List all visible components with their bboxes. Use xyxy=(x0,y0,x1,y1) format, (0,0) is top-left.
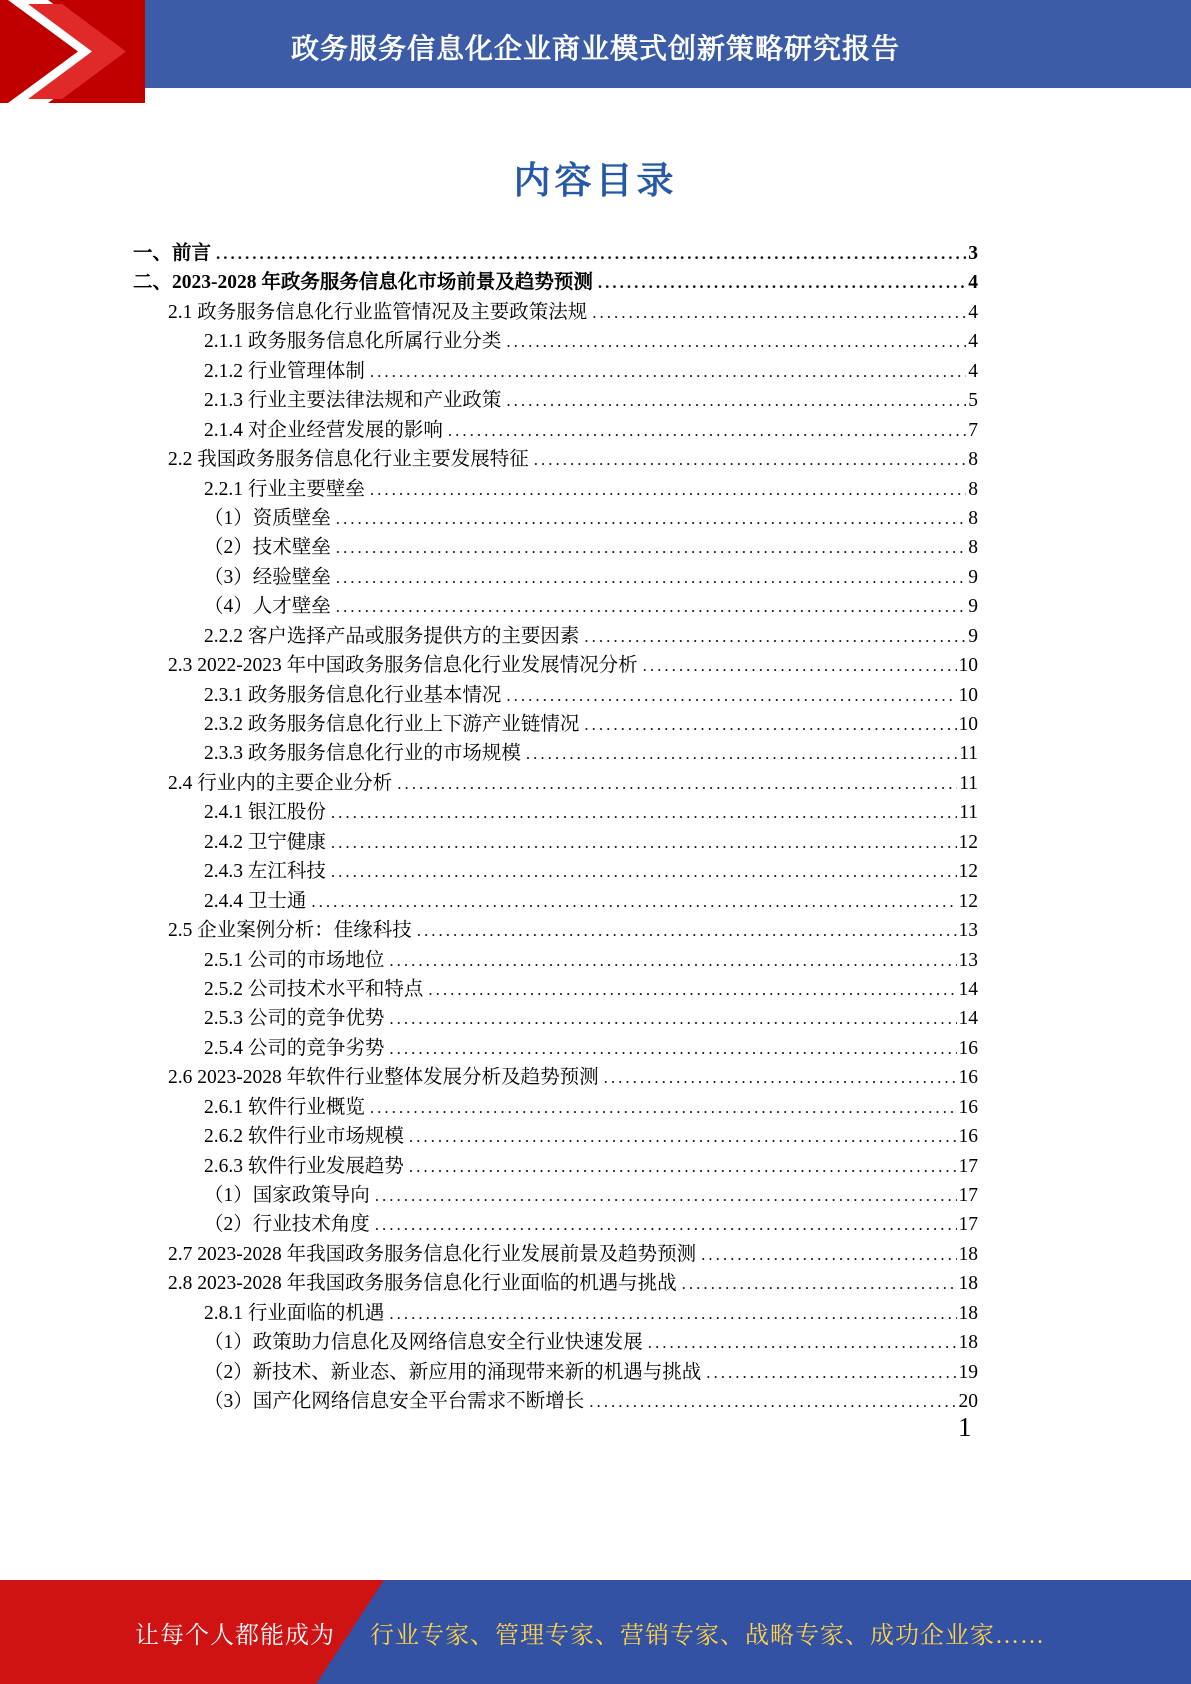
toc-leader-dots xyxy=(682,1269,957,1298)
toc-leader-dots xyxy=(311,887,956,916)
toc-leader-dots xyxy=(216,239,966,268)
toc-entry-page: 5 xyxy=(968,390,978,412)
toc-entry xyxy=(133,1299,978,1328)
toc-entry-page: 8 xyxy=(968,449,978,471)
footer-slogan-right: 行业专家、管理专家、营销专家、战略专家、成功企业家…… xyxy=(370,1623,1045,1649)
toc-leader-dots xyxy=(370,475,966,504)
toc-entry-page: 18 xyxy=(958,1332,978,1354)
toc-entry-page: 9 xyxy=(968,566,978,588)
toc-entry xyxy=(133,622,978,651)
toc-leader-dots xyxy=(331,798,957,827)
toc-entry xyxy=(133,327,978,356)
toc-leader-dots xyxy=(643,651,957,680)
toc-entry-page: 4 xyxy=(968,301,978,323)
toc-entry xyxy=(133,386,978,415)
toc-leader-dots xyxy=(701,1240,956,1269)
toc-entry xyxy=(133,798,978,827)
toc-entry xyxy=(133,887,978,916)
toc-leader-dots xyxy=(370,357,966,386)
toc-entry-label: 2.1 政务服务信息化行业监管情况及主要政策法规 xyxy=(168,301,588,323)
toc-entry-label: 2.1.2 行业管理体制 xyxy=(204,360,365,382)
toc-leader-dots xyxy=(375,1181,957,1210)
page-footer xyxy=(0,1580,1191,1684)
toc-entry xyxy=(133,710,978,739)
toc-entry-page: 14 xyxy=(958,1008,978,1030)
toc-leader-dots xyxy=(584,622,966,651)
toc-entry-page: 8 xyxy=(968,537,978,559)
toc-entry xyxy=(133,1063,978,1092)
toc-entry-page: 8 xyxy=(968,478,978,500)
toc-entry-label: 2.3.1 政务服务信息化行业基本情况 xyxy=(204,684,502,706)
toc-entry-label: 2.5.1 公司的市场地位 xyxy=(204,949,385,971)
toc-entry-label: 2.5 企业案例分析：佳缘科技 xyxy=(168,920,412,942)
toc-entry-label: 2.7 2023-2028 年我国政务服务信息化行业发展前景及趋势预测 xyxy=(168,1243,697,1265)
toc-entry-page: 10 xyxy=(958,684,978,706)
toc-entry-label: （2）新技术、新业态、新应用的涌现带来新的机遇与挑战 xyxy=(204,1361,702,1383)
toc-entry-page: 4 xyxy=(968,272,978,294)
toc-entry-label: 2.4.3 左江科技 xyxy=(204,861,326,883)
toc-entry xyxy=(133,1152,978,1181)
toc-entry xyxy=(133,1004,978,1033)
toc-entry-label: 2.8 2023-2028 年我国政务服务信息化行业面临的机遇与挑战 xyxy=(168,1273,677,1295)
toc-entry-page: 16 xyxy=(958,1126,978,1148)
toc-entry xyxy=(133,1181,978,1210)
toc-entry-label: 2.1.1 政务服务信息化所属行业分类 xyxy=(204,331,502,353)
toc-entry-label: （4）人才壁垒 xyxy=(204,596,331,618)
toc-leader-dots xyxy=(409,1122,957,1151)
toc-entry xyxy=(133,1358,978,1387)
toc-leader-dots xyxy=(526,739,957,768)
toc-leader-dots xyxy=(604,1063,957,1092)
toc-entry-page: 18 xyxy=(958,1273,978,1295)
toc-leader-dots xyxy=(448,416,966,445)
toc-entry xyxy=(133,563,978,592)
toc-leader-dots xyxy=(417,916,957,945)
toc-entry-label: 2.6 2023-2028 年软件行业整体发展分析及趋势预测 xyxy=(168,1067,599,1089)
toc-entry xyxy=(133,916,978,945)
toc-entry xyxy=(133,681,978,710)
toc-leader-dots xyxy=(584,710,956,739)
toc-leader-dots xyxy=(336,533,966,562)
toc-leader-dots xyxy=(389,1034,956,1063)
toc-leader-dots xyxy=(506,327,966,356)
toc-entry-page: 16 xyxy=(958,1037,978,1059)
toc-entry-page: 4 xyxy=(968,360,978,382)
toc-entry xyxy=(133,298,978,327)
toc-entry xyxy=(133,975,978,1004)
toc-entry xyxy=(133,1093,978,1122)
toc-entry-label: 2.6.3 软件行业发展趋势 xyxy=(204,1155,404,1177)
toc-entry-label: 一、前言 xyxy=(133,243,212,264)
toc-entry-page: 10 xyxy=(958,714,978,735)
toc-leader-dots xyxy=(589,1387,956,1416)
toc-entry-page: 9 xyxy=(968,596,978,618)
toc-entry xyxy=(133,533,978,562)
toc-entry-label: 2.6.2 软件行业市场规模 xyxy=(204,1126,404,1148)
toc-entry xyxy=(133,239,978,268)
toc-entry-label: 2.4.1 银江股份 xyxy=(204,802,326,824)
toc-leader-dots xyxy=(428,975,956,1004)
toc-leader-dots xyxy=(336,592,966,621)
toc-entry-label: （3）经验壁垒 xyxy=(204,566,331,588)
toc-entry-page: 9 xyxy=(968,625,978,647)
toc-entry-page: 11 xyxy=(959,743,978,765)
toc-entry xyxy=(133,416,978,445)
toc-entry-page: 4 xyxy=(968,331,978,353)
toc-entry-label: 2.8.1 行业面临的机遇 xyxy=(204,1302,385,1324)
toc-entry-label: 2.5.4 公司的竞争劣势 xyxy=(204,1037,385,1059)
toc-entry-label: （1）资质壁垒 xyxy=(204,507,331,529)
toc-entry-label: 2.1.3 行业主要法律法规和产业政策 xyxy=(204,390,502,412)
toc-entry-label: 2.3.2 政务服务信息化行业上下游产业链情况 xyxy=(204,714,580,735)
toc-leader-dots xyxy=(598,268,966,297)
toc-entry-page: 16 xyxy=(958,1096,978,1118)
toc-entry-page: 19 xyxy=(958,1361,978,1383)
toc-leader-dots xyxy=(409,1152,957,1181)
toc-leader-dots xyxy=(375,1210,957,1239)
toc-entry xyxy=(133,1387,978,1416)
toc-entry xyxy=(133,857,978,886)
toc-leader-dots xyxy=(336,563,966,592)
toc-entry-page: 3 xyxy=(968,243,978,264)
toc-entry-label: 2.5.3 公司的竞争优势 xyxy=(204,1008,385,1030)
toc-leader-dots xyxy=(592,298,966,327)
toc-entry-page: 12 xyxy=(958,831,978,853)
toc-entry xyxy=(133,268,978,297)
page-header xyxy=(0,0,1191,88)
toc-entry-label: 2.4.2 卫宁健康 xyxy=(204,831,326,853)
toc-leader-dots xyxy=(706,1358,956,1387)
toc-leader-dots xyxy=(331,828,957,857)
toc-entry-page: 16 xyxy=(958,1067,978,1089)
toc-entry-page: 12 xyxy=(958,890,978,912)
toc-leader-dots xyxy=(648,1328,957,1357)
toc-leader-dots xyxy=(331,857,957,886)
page-number: 1 xyxy=(958,1412,972,1442)
toc-entry-label: 2.4.4 卫士通 xyxy=(204,890,307,912)
toc-entry xyxy=(133,769,978,798)
toc-leader-dots xyxy=(336,504,966,533)
toc-entry-page: 17 xyxy=(958,1214,978,1236)
toc-entry xyxy=(133,504,978,533)
toc-entry xyxy=(133,1034,978,1063)
toc-entry xyxy=(133,828,978,857)
toc-entry-label: 2.3.3 政务服务信息化行业的市场规模 xyxy=(204,743,521,765)
toc-entry xyxy=(133,946,978,975)
toc-entry-label: 2.4 行业内的主要企业分析 xyxy=(168,772,393,794)
toc-entry-label: 2.3 2022-2023 年中国政务服务信息化行业发展情况分析 xyxy=(168,655,638,677)
toc-list xyxy=(133,239,978,1417)
toc-entry-label: 2.1.4 对企业经营发展的影响 xyxy=(204,419,443,441)
toc-entry-page: 14 xyxy=(958,978,978,1000)
toc-leader-dots xyxy=(506,386,966,415)
report-title: 政务服务信息化企业商业模式创新策略研究报告 xyxy=(290,33,900,64)
toc-entry-label: （3）国产化网络信息安全平台需求不断增长 xyxy=(204,1391,585,1413)
toc-entry-page: 18 xyxy=(958,1243,978,1265)
toc-entry-label: 2.2.2 客户选择产品或服务提供方的主要因素 xyxy=(204,625,580,647)
toc-entry xyxy=(133,1328,978,1357)
toc-entry-page: 7 xyxy=(968,419,978,441)
toc-entry xyxy=(133,475,978,504)
toc-title: 内容目录 xyxy=(513,161,678,202)
toc-entry-label: 二、2023-2028 年政务服务信息化市场前景及趋势预测 xyxy=(133,272,593,294)
toc-entry-page: 20 xyxy=(958,1391,978,1413)
toc-entry-label: 2.2 我国政务服务信息化行业主要发展特征 xyxy=(168,449,529,471)
toc-entry-page: 13 xyxy=(958,949,978,971)
toc-entry-page: 17 xyxy=(958,1155,978,1177)
toc-leader-dots xyxy=(389,946,956,975)
toc-entry xyxy=(133,445,978,474)
toc-leader-dots xyxy=(389,1299,956,1328)
toc-entry-page: 10 xyxy=(958,655,978,677)
toc-entry-label: 2.5.2 公司技术水平和特点 xyxy=(204,978,424,1000)
toc-entry xyxy=(133,739,978,768)
toc-entry-label: 2.6.1 软件行业概览 xyxy=(204,1096,365,1118)
footer-slogan-left: 让每个人都能成为 xyxy=(135,1623,335,1649)
toc-leader-dots xyxy=(397,769,957,798)
toc-entry-page: 11 xyxy=(959,802,978,824)
toc-entry-label: 2.2.1 行业主要壁垒 xyxy=(204,478,365,500)
toc-entry xyxy=(133,1122,978,1151)
toc-entry-label: （1）国家政策导向 xyxy=(204,1185,370,1206)
toc-entry xyxy=(133,1240,978,1269)
toc-leader-dots xyxy=(506,681,956,710)
toc-entry xyxy=(133,592,978,621)
toc-leader-dots xyxy=(389,1004,956,1033)
toc-entry-page: 8 xyxy=(968,507,978,529)
toc-entry-page: 11 xyxy=(959,772,978,794)
toc-entry-page: 13 xyxy=(958,920,978,942)
toc-leader-dots xyxy=(370,1093,957,1122)
toc-entry-page: 18 xyxy=(958,1302,978,1324)
toc-entry-label: （2）行业技术角度 xyxy=(204,1214,370,1236)
toc-entry-page: 17 xyxy=(958,1185,978,1206)
toc-entry xyxy=(133,1269,978,1298)
toc-entry-label: （2）技术壁垒 xyxy=(204,537,331,559)
toc-entry xyxy=(133,651,978,680)
toc-leader-dots xyxy=(534,445,966,474)
toc-entry-label: （1）政策助力信息化及网络信息安全行业快速发展 xyxy=(204,1332,643,1354)
toc-entry-page: 12 xyxy=(958,861,978,883)
toc-entry xyxy=(133,357,978,386)
toc-entry xyxy=(133,1210,978,1239)
